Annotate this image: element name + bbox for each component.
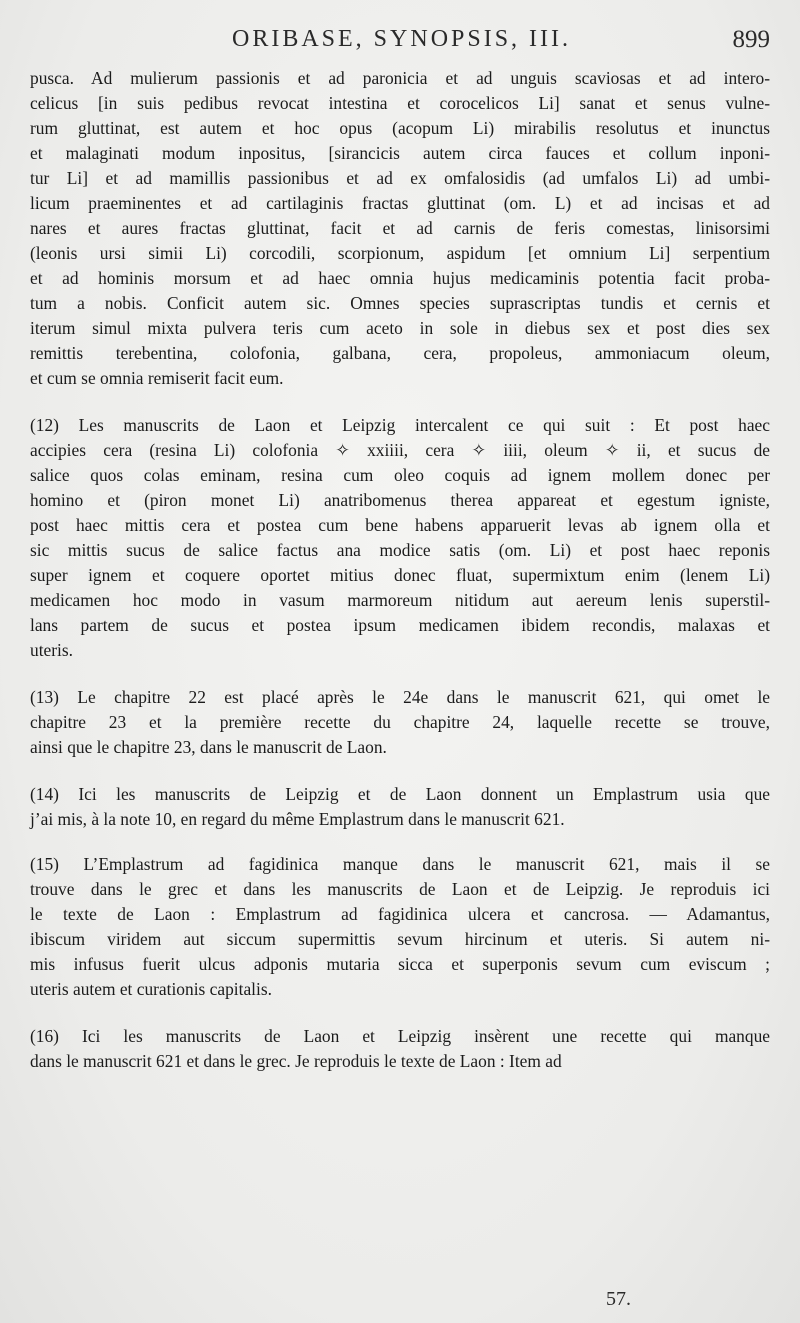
note-14	[30, 782, 770, 832]
text-line: dans le manuscrit 621 et dans le grec. Je reproduis le texte de Laon : Item ad	[30, 1051, 562, 1071]
text-line: sic mittis sucus de salice factus ana modice satis (om. Li) et post haec reponis	[30, 540, 770, 560]
text-line: salice quos colas eminam, resina cum oleo coquis ad ignem mollem donec per	[30, 465, 770, 485]
text-line: j’ai mis, à la note 10, en regard du même Emplastrum dans le manuscrit 621.	[30, 809, 565, 829]
running-head: ORIBASE, SYNOPSIS, III.	[232, 26, 572, 52]
text-line: pusca. Ad mulierum passionis et ad paronicia et ad unguis scaviosas et ad intero-	[30, 68, 770, 88]
text-line: celicus [in suis pedibus revocat intestina et corocelicos Li] sanat et senus vulne-	[30, 93, 770, 113]
text-line: et ad hominis morsum et ad haec omnia hujus medicaminis potentia facit proba-	[30, 268, 770, 288]
page-number: 899	[732, 26, 770, 53]
note-12	[30, 413, 770, 663]
text-line: (13) Le chapitre 22 est placé après le 24e dans le manuscrit 621, qui omet le	[30, 687, 770, 707]
text-line: rum gluttinat, est autem et hoc opus (acopum Li) mirabilis resolutus et inunctus	[30, 118, 770, 138]
text-line: (12) Les manuscrits de Laon et Leipzig intercalent ce qui suit : Et post haec	[30, 415, 770, 435]
text-line: (leonis ursi simii Li) corcodili, scorpionum, aspidum [et omnium Li] serpentium	[30, 243, 770, 263]
text-line: tur Li] et ad mamillis passionibus et ad ex omfalosidis (ad umfalos Li) ad umbi-	[30, 168, 770, 188]
text-line: (16) Ici les manuscrits de Laon et Leipzig insèrent une recette qui manque	[30, 1026, 770, 1046]
note-16	[30, 1024, 770, 1074]
text-line: (15) L’Emplastrum ad fagidinica manque dans le manuscrit 621, mais il se	[30, 854, 770, 874]
text-line: ibiscum viridem aut siccum supermittis sevum hircinum et uteris. Si autem ni-	[30, 929, 770, 949]
text-line: uteris.	[30, 640, 73, 660]
text-line: tum a nobis. Conficit autem sic. Omnes species suprascriptas tundis et cernis et	[30, 293, 770, 313]
text-line: medicamen hoc modo in vasum marmoreum nitidum aut aereum lenis superstil-	[30, 590, 770, 610]
text-line: remittis terebentina, colofonia, galbana, cera, propoleus, ammoniacum oleum,	[30, 343, 770, 363]
text-line: ainsi que le chapitre 23, dans le manuscrit de Laon.	[30, 737, 387, 757]
text-line: le texte de Laon : Emplastrum ad fagidinica ulcera et cancrosa. — Adamantus,	[30, 904, 770, 924]
text-line: super ignem et coquere oportet mitius donec fluat, supermixtum enim (lenem Li)	[30, 565, 770, 585]
text-line: chapitre 23 et la première recette du chapitre 24, laquelle recette se trouve,	[30, 712, 770, 732]
text-line: et cum se omnia remiserit facit eum.	[30, 368, 284, 388]
text-line: (14) Ici les manuscrits de Leipzig et de Laon donnent un Emplastrum usia que	[30, 784, 770, 804]
body-text	[30, 66, 770, 1074]
text-line: iterum simul mixta pulvera teris cum aceto in sole in diebus sex et post dies sex	[30, 318, 770, 338]
text-line: uteris autem et curationis capitalis.	[30, 979, 272, 999]
text-line: post haec mittis cera et postea cum bene habens apparuerit levas ab ignem olla et	[30, 515, 770, 535]
signature-mark: 57.	[606, 1288, 631, 1310]
text-line: mis infusus fuerit ulcus adponis mutaria sicca et superponis sevum cum eviscum ;	[30, 954, 770, 974]
note-13	[30, 685, 770, 760]
text-line: et malaginati modum inpositus, [sirancicis autem circa fauces et collum inponi-	[30, 143, 770, 163]
text-line: trouve dans le grec et dans les manuscrits de Laon et de Leipzig. Je reproduis ici	[30, 879, 770, 899]
text-line: licum praeminentes et ad cartilaginis fractas gluttinat (om. L) et ad incisas et ad	[30, 193, 770, 213]
text-line: nares et aures fractas gluttinat, facit et ad carnis de feris comestas, linisorsimi	[30, 218, 770, 238]
text-line: homino et (piron monet Li) anatribomenus therea appareat et egestum igniste,	[30, 490, 770, 510]
page-header	[0, 22, 800, 62]
note-15	[30, 852, 770, 1002]
text-line: accipies cera (resina Li) colofonia ✧ xxiiii, cera ✧ iiii, oleum ✧ ii, et sucus de	[30, 440, 770, 460]
text-line: lans partem de sucus et postea ipsum medicamen ibidem recondis, malaxas et	[30, 615, 770, 635]
paragraph-main-text	[30, 66, 770, 391]
